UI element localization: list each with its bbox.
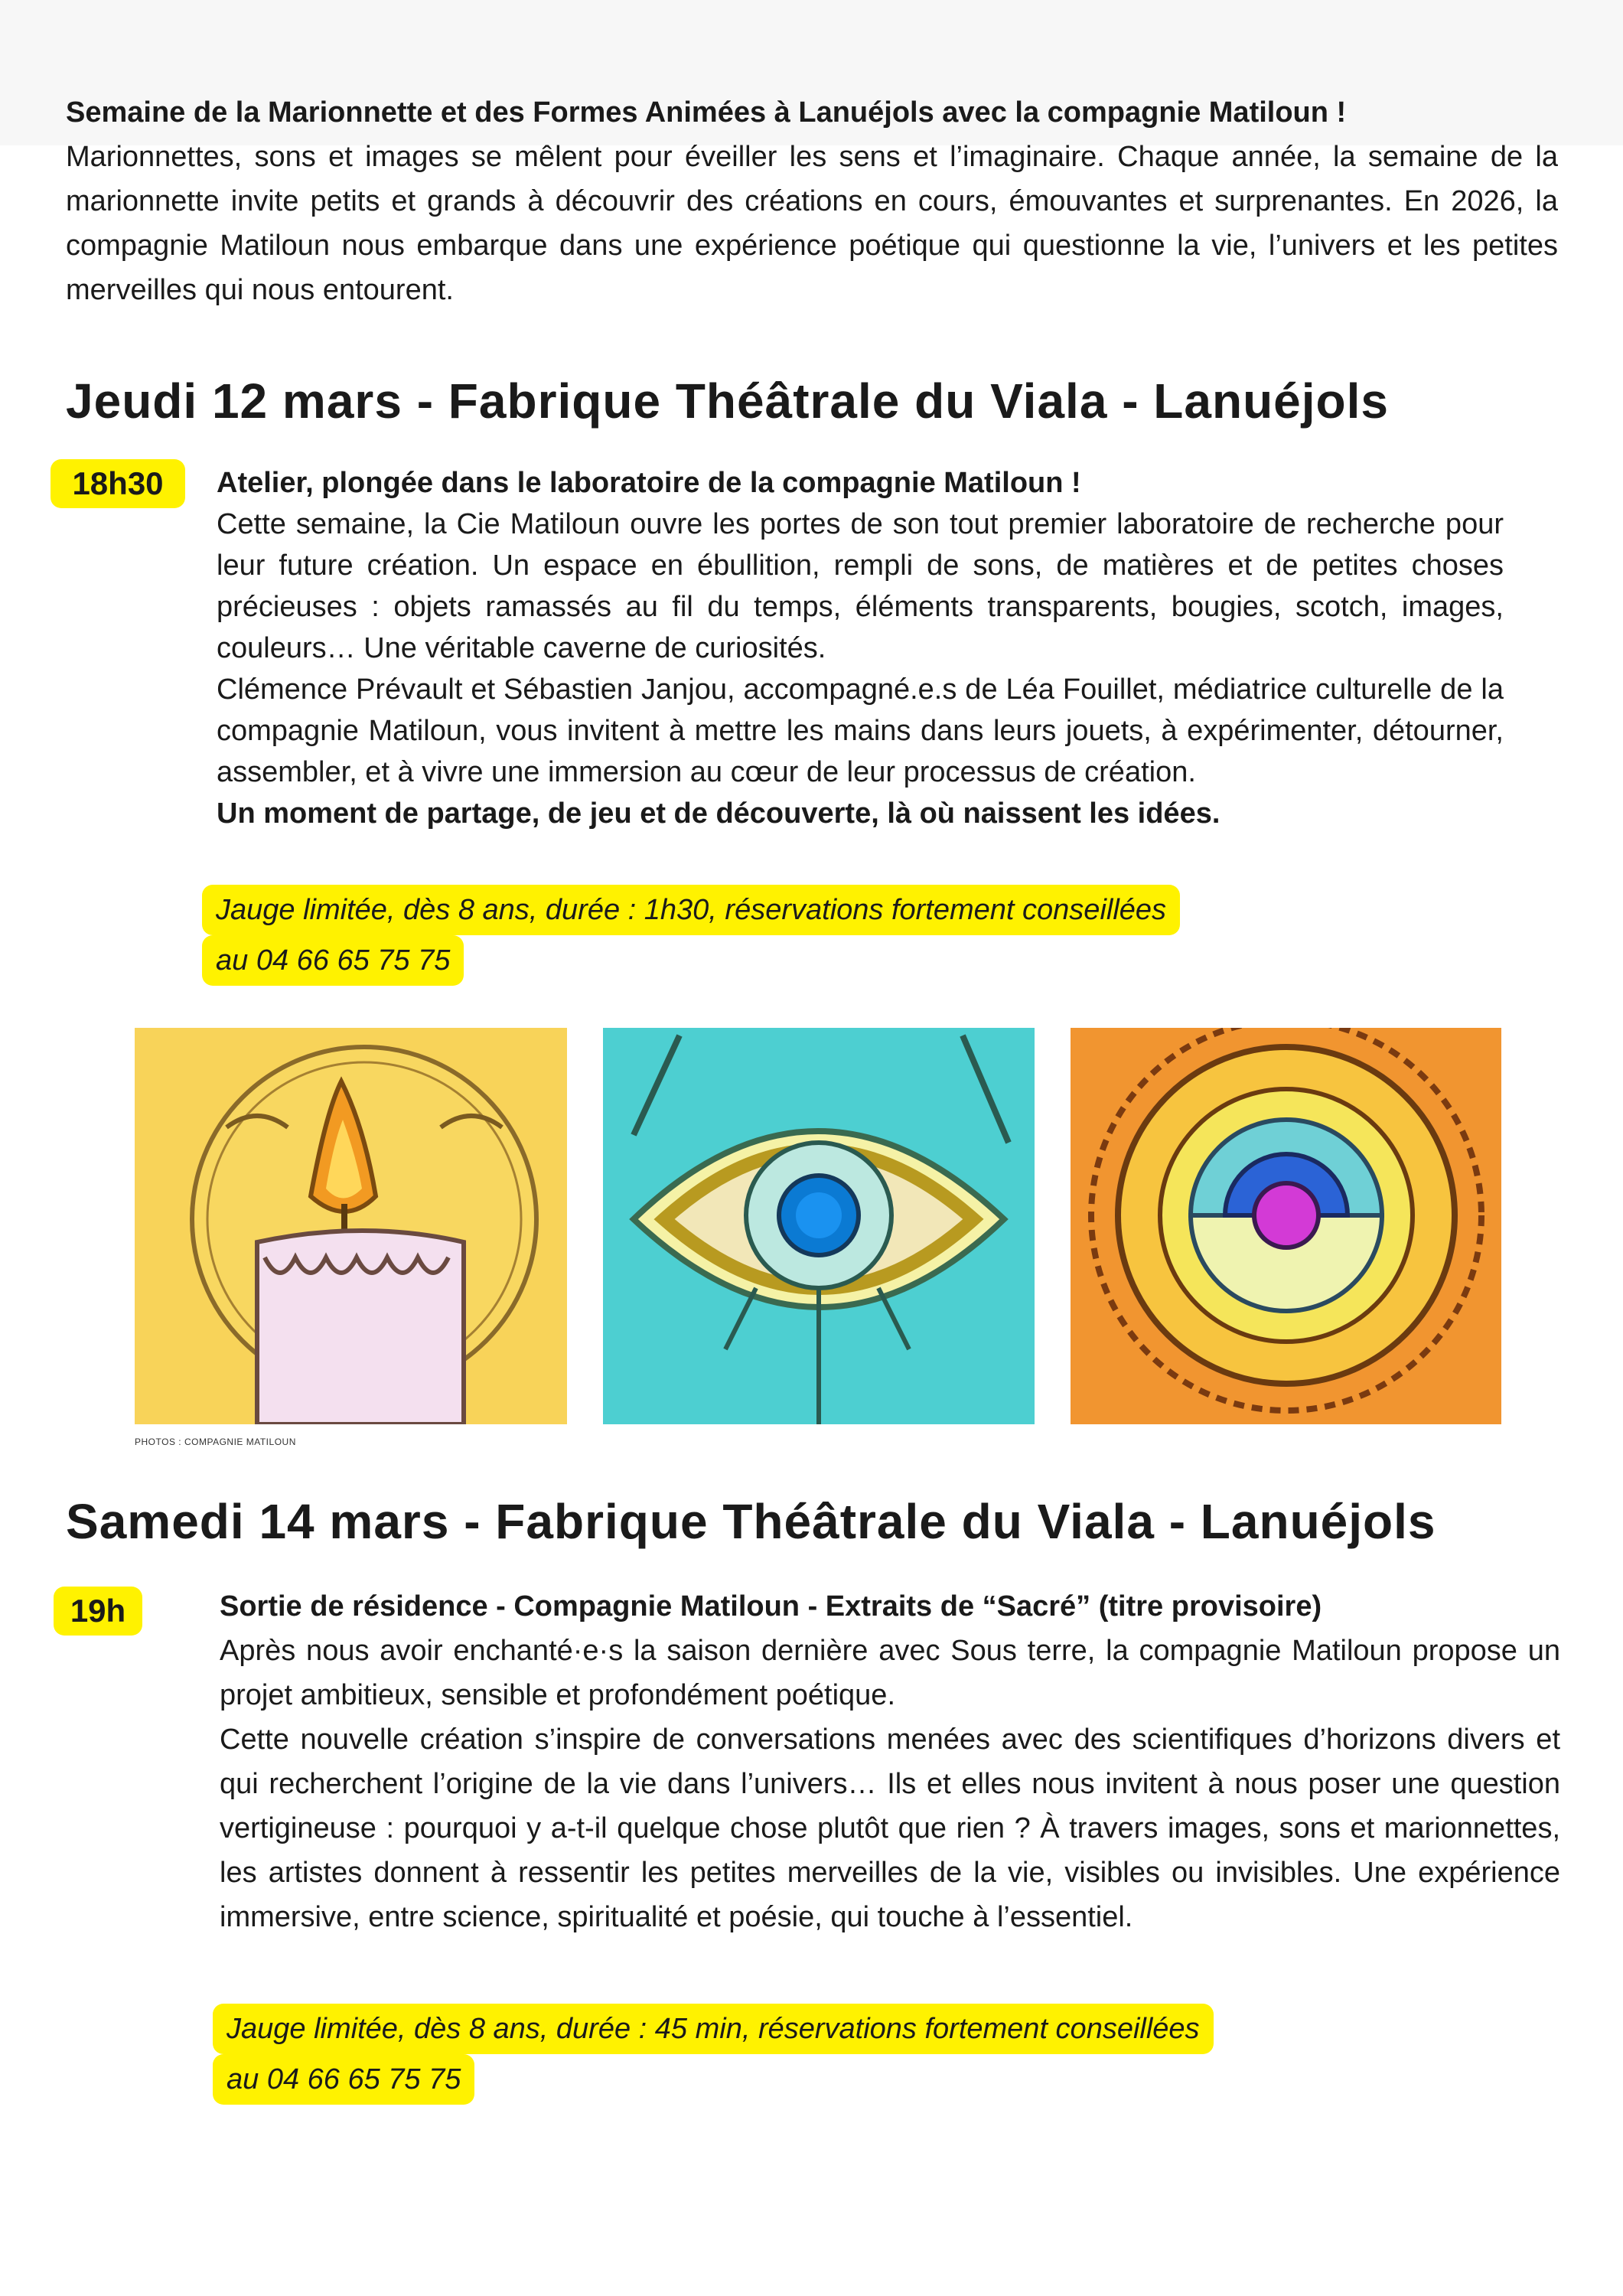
- photo-eye: [603, 1028, 1035, 1424]
- day2-paragraph-2: Cette nouvelle création s’inspire de conversations menées avec des scientifiques d’horizons divers et qui recherchent l’origine de la vie dans l’univers… Ils et elles nous invitent à nous poser une question vertigineuse : pourquoi y a-t-il quelque chose plutôt que rien ? À travers images, sons et marionnettes, les artistes donnent à ressentir les petites merveilles de la vie, visibles ou invisibles. Une expérience immersive, entre science, spiritualité et poésie, qui touche à l’essentiel.: [220, 1724, 1560, 1933]
- day1-emphasis: Un moment de partage, de jeu et de découverte, là où naissent les idées.: [217, 797, 1221, 830]
- day1-paragraph-2: Clémence Prévault et Sébastien Janjou, accompagné.e.s de Léa Fouillet, médiatrice culturelle de la compagnie Matiloun, vous invitent à mettre les mains dans leurs jouets, à expérimenter, détourner, assembler, et à vivre une immersion au cœur de leur processus de création.: [217, 673, 1504, 788]
- intro-block: [66, 90, 1558, 312]
- day1-note-line1: Jauge limitée, dès 8 ans, durée : 1h30, réservations fortement conseillées: [202, 885, 1180, 935]
- day1-note: [202, 885, 1180, 986]
- day2-event-title: Sortie de résidence - Compagnie Matiloun - Extraits de “Sacré” (titre provisoire): [220, 1590, 1322, 1623]
- day2-heading: Samedi 14 mars - Fabrique Théâtrale du Viala - Lanuéjols: [66, 1494, 1436, 1549]
- day2-event: [220, 1584, 1560, 1939]
- day2-time-badge: 19h: [54, 1587, 142, 1636]
- day1-time-badge: 18h30: [51, 459, 185, 508]
- photo-credit: PHOTOS : COMPAGNIE MATILOUN: [135, 1437, 296, 1447]
- day1-heading: Jeudi 12 mars - Fabrique Théâtrale du Viala - Lanuéjols: [66, 373, 1389, 429]
- intro-text: Marionnettes, sons et images se mêlent pour éveiller les sens et l’imaginaire. Chaque année, la semaine de la marionnette invite petits et grands à découvrir des créations en cours, émouvantes et surprenantes. En 2026, la compagnie Matiloun nous embarque dans une expérience poétique qui questionne la vie, l’univers et les petites merveilles qui nous entourent.: [66, 141, 1558, 306]
- day2-note-line2: au 04 66 65 75 75: [213, 2054, 474, 2105]
- day2-note: [213, 2004, 1214, 2105]
- day1-event-title: Atelier, plongée dans le laboratoire de la compagnie Matiloun !: [217, 467, 1081, 499]
- day2-paragraph-1: Après nous avoir enchanté·e·s la saison dernière avec Sous terre, la compagnie Matiloun propose un projet ambitieux, sensible et profondément poétique.: [220, 1635, 1560, 1711]
- intro-lead: Semaine de la Marionnette et des Formes Animées à Lanuéjols avec la compagnie Matiloun !: [66, 96, 1347, 129]
- day1-note-line2: au 04 66 65 75 75: [202, 935, 464, 986]
- day1-paragraph-1: Cette semaine, la Cie Matiloun ouvre les portes de son tout premier laboratoire de recherche pour leur future création. Un espace en ébullition, rempli de sons, de matières et de petites choses précieuses : objets ramassés au fil du temps, éléments transparents, bougies, scotch, images, couleurs… Une véritable caverne de curiosités.: [217, 508, 1504, 664]
- day2-note-line1: Jauge limitée, dès 8 ans, durée : 45 min, réservations fortement conseillées: [213, 2004, 1214, 2054]
- day1-event: [217, 462, 1504, 834]
- photo-candle: [135, 1028, 567, 1424]
- photo-circle: [1071, 1028, 1501, 1424]
